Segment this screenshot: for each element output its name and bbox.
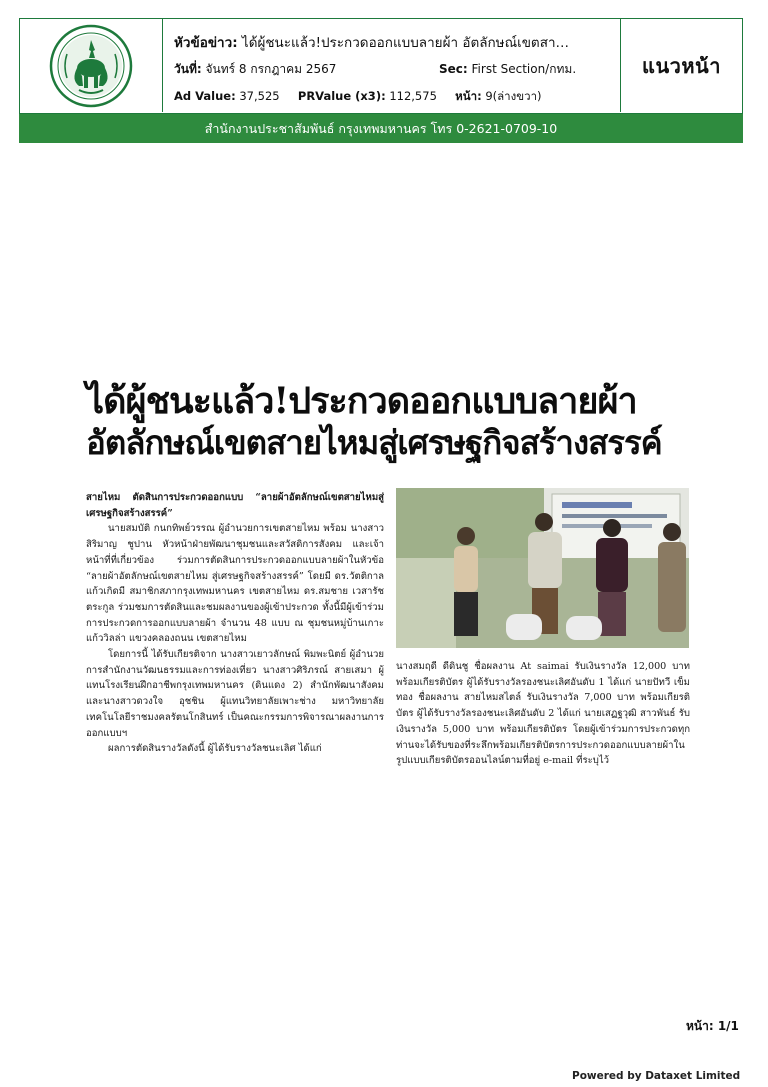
newspaper-cell [620, 19, 742, 112]
ad-value-label: Ad Value: [174, 89, 236, 103]
page-number: หน้า: 1/1 [686, 1019, 739, 1033]
date-row [174, 60, 614, 79]
article-paragraph-4: นางสมฤดี ดีดินชู ชื่อผลงาน At saimai รับเงินรางวัล 12,000 บาท พร้อมเกียรติบัตร ผู้ได้รับรางวัลรองชนะเลิศอันดับ 1 ได้แก่ นายปัทวี เข็มทอง ชื่อผลงาน สายไหมสไตล์ รับเงินรางวัล 7,000 บาท พร้อมเกียรติบัตร ผู้ได้รับรางวัลรองชนะเลิศอันดับ 2 ได้แก่ นายเสฏฐวุฒิ สาวพันธ์ รับเงินรางวัล 5,000 บาท พร้อมเกียรติบัตร โดยผู้เข้าร่วมการประกวดทุกท่านจะได้รับของที่ระลึกพร้อมเกียรติบัตรการประกวดออกแบบลายผ้าในรูปแบบเกียรติบัตรออนไลน์ตามที่อยู่ e-mail ที่ระบุไว้ [396, 661, 690, 767]
article-paragraph-2: โดยการนี้ ได้รับเกียรติจาก นางสาวเยาวลักษณ์ พิมพะนิตย์ ผู้อำนวยการสำนักงานวัฒนธรรมและการท่องเที่ยว นางสาวศิริภรณ์ สายเสมา ผู้แทนโรงเรียนฝึกอาชีพกรุงเทพมหานคร (ดินแดง 2) สำนักพัฒนาสังคม และนางสาวดวงใจ อุชชิน ผู้แทนวิทยาลัยเพาะช่าง มหาวิทยาลัยเทคโนโลยีราชมงคลรัตนโกสินทร์ เป็นคณะกรรมการพิจารณาผลงานการออกแบบฯ [86, 649, 384, 739]
headline-label: หัวข้อข่าว: [174, 35, 238, 51]
section-field [439, 60, 576, 79]
article-paragraph-3: ผลการตัดสินรางวัลดังนี้ ผู้ได้รับรางวัลชนะเลิศ ได้แก่ [108, 743, 322, 755]
article-photo [396, 488, 689, 648]
section-value: First Section/กทม. [471, 62, 577, 76]
value-row [174, 88, 542, 106]
headline-row [174, 31, 569, 53]
page-value: 9(ล่างขวา) [485, 89, 542, 103]
logo-cell [20, 19, 163, 112]
banner-text: สำนักงานประชาสัมพันธ์ กรุงเทพมหานคร โทร 0-2621-0709-10 [204, 120, 558, 136]
article-title-line-1: ได้ผู้ชนะแล้ว!ประกวดออกแบบลายผ้า [86, 380, 637, 422]
date-value: จันทร์ 8 กรกฎาคม 2567 [205, 62, 337, 76]
powered-by: Powered by Dataxet Limited [572, 1070, 741, 1082]
newspaper-name: แนวหน้า [642, 53, 721, 78]
article-column-right [396, 659, 690, 769]
article-paragraph-1: นายสมบัติ กนกทิพย์วรรณ ผู้อำนวยการเขตสายไหม พร้อม นางสาวสิริมาญ ชูปาน หัวหน้าฝ่ายพัฒนาชุมชนและสวัสดิการสังคม และเจ้าหน้าที่ที่เกี่ยวข้อง ร่วมการตัดสินการประกวดออกแบบลายผ้าในหัวข้อ “ลายผ้าอัตลักษณ์เขตสายไหม สู่เศรษฐกิจสร้างสรรค์” โดยมี ดร.วัตติกาล แก้วเกิดมี สมาชิกสภากรุงเทพมหานคร เขตสายไหม ดร.สมชาย เวสารัชตระกูล ร่วมชมการตัดสินและชมผลงานของผู้เข้าประกวด ทั้งนี้มีผู้เข้าร่วมการประกวดการออกแบบลายผ้า จำนวน 48 แบบ ณ ชุมชนหมู่บ้านเกาะแก้ววิลล่า แขวงคลองถนน เขตสายไหม [86, 523, 384, 645]
date-label: วันที่: [174, 62, 202, 76]
article-column-left [86, 490, 384, 757]
pr-value-label: PRValue (x3): [297, 89, 386, 103]
pr-office-banner [19, 114, 743, 143]
event-photo-image [396, 488, 689, 648]
page-label: หน้า: [455, 89, 482, 103]
bangkok-seal-logo [49, 24, 133, 108]
article-headline [86, 380, 686, 464]
headline-text: ได้ผู้ชนะแล้ว!ประกวดออกแบบลายผ้า อัตลักษณ์เขตสา… [241, 35, 570, 51]
article-title-line-2: อัตลักษณ์เขตสายไหมสู่เศรษฐกิจสร้างสรรค์ [86, 423, 662, 462]
article-lead: สายไหม ตัดสินการประกวดออกแบบ “ลายผ้าอัตลักษณ์เขตสายไหมสู่เศรษฐกิจสร้างสรรค์” [86, 492, 384, 519]
clipping-header [19, 18, 743, 114]
ad-value: 37,525 [239, 89, 280, 103]
pr-value: 112,575 [389, 89, 437, 103]
clipping-info [162, 19, 620, 112]
section-label: Sec: [439, 62, 468, 76]
